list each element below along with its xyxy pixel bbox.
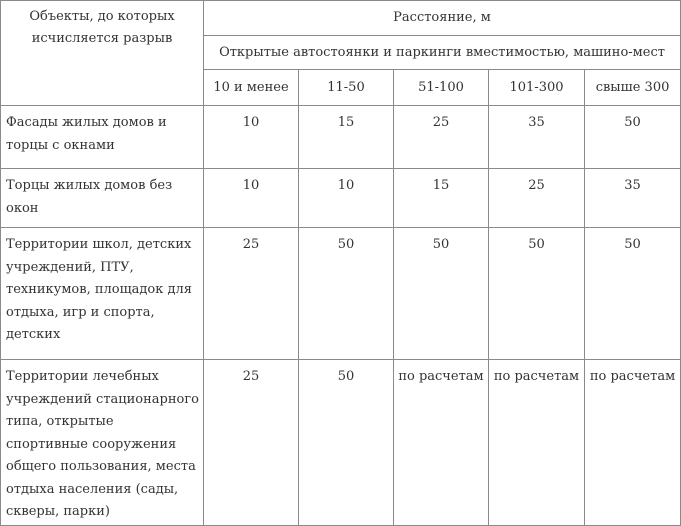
table-cell: 50 [299,228,394,360]
column-header: 11-50 [299,70,394,106]
column-header: свыше 300 [585,70,681,106]
table-cell: 50 [299,360,394,526]
table-cell: 50 [489,228,585,360]
objects-header-cell [1,1,204,106]
table-cell: 25 [204,228,299,360]
table-row [1,169,681,228]
table-cell: 25 [204,360,299,526]
objects-header-label: Объекты, до которых исчисляется разрыв [29,9,175,46]
table-cell: 15 [394,169,489,228]
row-label: Территории лечебных учреждений стационарного типа, открытые спортивные сооружения общего пользования, места отдыха населения (сады, скверы, парки) [1,360,204,526]
capacity-header-cell [204,36,681,70]
distance-header-label: Расстояние, м [393,10,491,25]
table-cell: по расчетам [489,360,585,526]
table-cell: 35 [585,169,681,228]
row-label: Территории школ, детских учреждений, ПТУ, техникумов, площадок для отдыха, игр и спорта, детских [1,228,204,360]
distance-header-cell [204,1,681,36]
table-cell: 15 [299,106,394,169]
capacity-header-label: Открытые автостоянки и паркинги вместимостью, машино-мест [219,44,665,60]
table-cell: 10 [204,169,299,228]
table-cell: по расчетам [585,360,681,526]
table-cell: 10 [299,169,394,228]
table-cell: по расчетам [394,360,489,526]
table-cell: 25 [394,106,489,169]
table-cell: 50 [585,106,681,169]
table-row [1,106,681,169]
table-cell: 50 [585,228,681,360]
column-header: 101-300 [489,70,585,106]
column-header: 51-100 [394,70,489,106]
header-row-1 [1,1,681,36]
table-cell: 35 [489,106,585,169]
table-cell: 10 [204,106,299,169]
row-label: Фасады жилых домов и торцы с окнами [1,106,204,169]
table-cell: 25 [489,169,585,228]
table-row [1,228,681,360]
table-row [1,360,681,526]
table-cell: 50 [394,228,489,360]
column-header: 10 и менее [204,70,299,106]
row-label: Торцы жилых домов без окон [1,169,204,228]
